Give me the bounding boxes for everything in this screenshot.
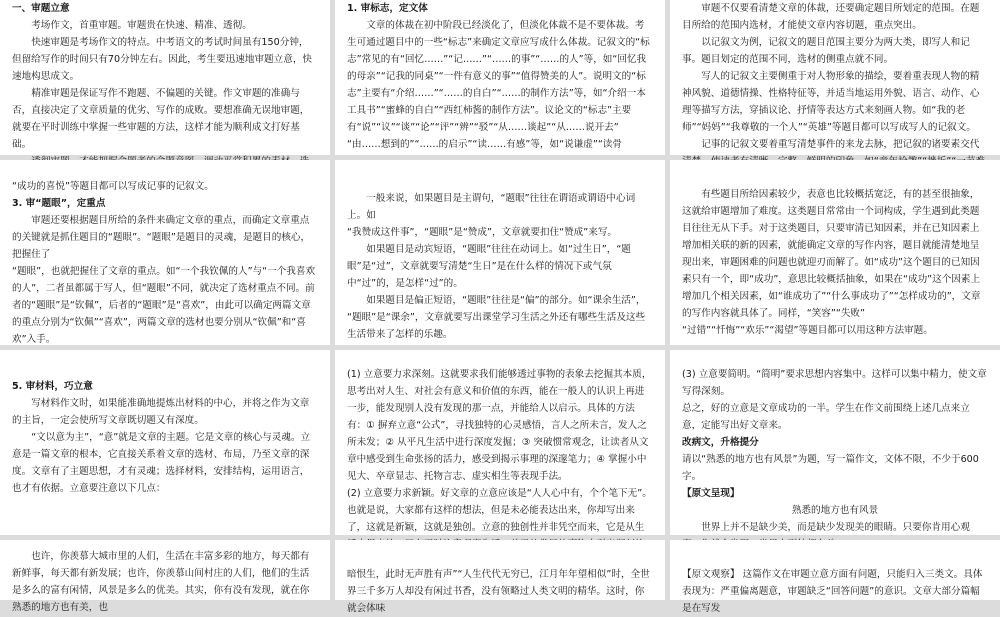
section-heading: 【原文呈现】 <box>682 488 740 499</box>
paragraph: 一般来说，如果题目是主谓句，“题眼”往往在谓语或谓语中心词上。如 <box>347 193 636 221</box>
page-tile-12[interactable] <box>670 540 1000 614</box>
paragraph: 写人的记叙文主要侧重于对人物形象的描绘，要着重表现人物的精神风貌、道德情操、性格特征等，并适当地运用外貌、语言、动作、心理等描写方法，穿插议论、抒情等表达方式来刻画人物。如“我的老师”“妈妈”“我尊敬的一个人”“英雄”等题目都可以写成写人的记叙文。 <box>682 71 980 133</box>
paragraph: (3) 立意要简明。“简明”要求思想内容集中。这样可以集中精力，使文章写得深刻。 <box>682 369 987 397</box>
page-tile-2[interactable] <box>335 0 665 155</box>
paragraph: 熟悉的地方也有风景 <box>791 505 879 516</box>
page-tile-11[interactable] <box>335 540 665 614</box>
page-tile-4[interactable] <box>0 160 330 345</box>
paragraph: 暗恨生，此时无声胜有声”“人生代代无穷已，江月年年望相似”时，全世界三千多万人却没有闲过书香，没有领略过人类文明的精华。这时，你就会体味 <box>347 569 650 614</box>
paragraph: 快速审题是考场作文的特点。中考语文的考试时间虽有150分钟，但留给写作的时间只有70分钟左右。因此，考生要迅速地审题立意，快速地构思成文。 <box>12 37 313 82</box>
paragraph: 也许，你羡慕大城市里的人们，生活在丰富多彩的地方，每天都有新鲜事，每天都有新发展；也许，你羡慕山间村庄的人们，他们的生活是多么的富有闲情，风景是多么的优美。其实，你有没有发现，就在你熟悉的地方也有美，也 <box>12 551 310 613</box>
paragraph: “我赞成这件事”，“题眼”是“赞成”，文章就要扣住“赞成”来写。 <box>347 227 618 238</box>
paragraph: 有些题目所给因素较少，表意也比较概括宽泛，有的甚至很抽象，这就给审题增加了难度。这类题目常常由一个词构成，学生遇到此类题目往往无从下手。对于这类题目，只要审清已知因素，并在已知因素上增加相关联的新的因素，就能确定文章的写作内容，题目就能清楚地呈现出来，审题困难的问题也就迎刃而解了。如“成功”这个题目的已知因素只有一个，即“成功”，意思比较概括抽象，如果在“成功”这个因素上增加几个相关因素，如“谁成功了”“什么事成功了”“怎样成功的”，文章的写作内容就具体了。同样，“笑容”“失败” <box>682 189 981 319</box>
page-tile-6[interactable] <box>670 160 1000 345</box>
page-tile-3[interactable] <box>670 0 1000 155</box>
page-tile-10[interactable] <box>0 540 330 613</box>
paragraph: “文以意为主”，“意”就是文章的主题。它是文章的核心与灵魂。立意是一篇文章的根本，它直接关系着文章的选材、布局，乃至文章的深度。文章有了主题思想，才有灵魂；选择材料，安排结构，运用语言，也才有依据。立意要注意以下几点： <box>12 432 311 494</box>
paragraph: 审题不仅要看清楚文章的体裁，还要确定题目所划定的范围。在题目所给的范围内选材，才能使文章内容切题，重点突出。 <box>682 3 980 31</box>
paragraph: (1) 立意要力求深刻。这就要求我们能够透过事物的表象去挖掘其本质，思考出对人生、对社会有意义和价值的东西，能在一般人的认识上再进一步，能发现别人没有发现的那一点，并能给人以启示。具体的方法有：① 摒弃立意“公式”，寻找独特的心灵感悟，言人之所未言，发人之所未发；② 从平凡生活中进行深度发掘；③ 突破惯常观念，让读者从文章中感受到生命张扬的活力，感受到揭示事理的深邃笔力；④ 掌握小中见大、卒章显志、托物言志、虚实相生等表现手法。 <box>347 369 652 482</box>
paragraph: 以记叙文为例，记叙文的题目范围主要分为两大类，即写人和记事。题目划定的范围不同，选材的侧重点就不同。 <box>682 37 970 65</box>
paragraph: 如果题目是偏正短语，“题眼”往往是“偏”的部分。如“课余生活”， <box>366 295 646 306</box>
paragraph: “题眼”是“课余”，文章就要写出课堂学习生活之外还有哪些生活及这些生活带来了怎样的乐趣。 <box>347 312 646 340</box>
section-heading: 一、审题立意 <box>12 3 70 14</box>
page-tile-8[interactable] <box>335 350 665 535</box>
paragraph: 【原文观察】 这篇作文在审题立意方面有问题，只能归入三类文。具体表现为：严重偏离题意，审题缺乏“回答问题”的意识。文章大部分篇幅是在写发 <box>682 569 983 614</box>
paragraph: 请以“熟悉的地方也有风景”为题，写一篇作文，文体不限，不少于600字。 <box>682 454 979 482</box>
paragraph: 写材料作文时，如果能准确地提炼出材料的中心，并将之作为文章的主旨，一定会使所写文章既切题又有深度。 <box>12 398 310 426</box>
page-tile-9[interactable] <box>670 350 1000 535</box>
paragraph: 考场作文，首重审题。审题贵在快速、精准、透彻。 <box>31 20 252 31</box>
paragraph: 总之，好的立意是文章成功的一半。学生在作文前围绕上述几点来立意，定能写出好文章来。 <box>682 403 970 431</box>
page-tile-7[interactable] <box>0 350 330 535</box>
section-heading: 1. 审标志，定文体 <box>347 3 428 14</box>
page-tile-1[interactable] <box>0 0 330 155</box>
paragraph: 如果题目是动宾短语，“题眼”往往在动词上。如“过生日”，“题眼”是“过”，文章就要写清楚“生日”是在什么样的情况下或气氛中“过”的，是怎样“过”的。 <box>347 244 631 289</box>
section-heading: 5. 审材料，巧立意 <box>12 381 93 392</box>
paragraph: (2) 立意要力求新颖。好文章的立意应该是“人人心中有，个个笔下无”。也就是说，大家都有这样的想法，但是未必能表达出来，你却写出来了，这就是新颖，这就是独创。立意的独创性并非凭空而来，它是从生 <box>347 488 652 533</box>
paragraph: 记事的记叙文要着重写清楚事件的来龙去脉，把记叙的诸要素交代 <box>701 139 980 150</box>
section-heading: 改病文，升格提分 <box>682 437 759 448</box>
paragraph: “由……想到的”“……的启示”“读……有感”等，如“说谦虚”“读骨 <box>347 139 622 150</box>
paragraph: “题眼”，也就把握住了文章的重点。如“一个我钦佩的人”与“一个我喜欢的人”，二者虽都属于写人，但“题眼”不同，就决定了选材重点不同。前者的“题眼”是“钦佩”，后者的“题眼”是“喜欢”，由此可以确定两篇文章的重点分别为“钦佩”“喜欢”，两篇文章的选材也要分别从“钦佩”和“喜欢”入手。 <box>12 266 316 345</box>
paragraph: “过错”“忏悔”“欢乐”“渴望”等题目都可以用这种方法审题。 <box>682 325 933 336</box>
paragraph: 审题还要根据题目所给的条件来确定文章的重点，而确定文章重点的关键就是抓住题目的“题眼”。“题眼”是题目的灵魂，是题目的核心，把握住了 <box>12 215 311 260</box>
paragraph: 世界上并不是缺少美，而是缺少发现美的眼睛。只要你肯用心观 <box>701 522 970 533</box>
paragraph: “成功的喜悦”等题目都可以写成记事的记叙文。 <box>12 181 214 192</box>
page-tile-5[interactable] <box>335 160 665 345</box>
paragraph: 精准审题是保证写作不跑题、不偏题的关键。作文审题的准确与否，直接决定了文章质量的优劣、写作的成败。要想准确无误地审题，就要在平时训练中掌握一些审题的方法，这样才能为顺利成文打好基础。 <box>12 88 310 150</box>
paragraph: 文章的体裁在初中阶段已经淡化了，但淡化体裁不是不要体裁。考生可通过题目中的一些“标志”来确定文章应写成什么体裁。记叙文的“标志”常见的有“回忆……”“记……”“……的事”“……的人”等，如“回忆我的母亲”“记我的同桌”“一件有意义的事”“值得赞美的人”。说明文的“标志”主要有“介绍……”“……的自白”“……的制作方法”等，如“介绍一本工具书”“蜜蜂的自白”“西红柿酱的制作方法”。议论文的“标志”主要有“说”“议”“谈”“论”“评”“辨”“驳”“从……谈起”“从……说开去” <box>347 20 650 133</box>
section-heading: 3. 审“题眼”，定重点 <box>12 198 106 209</box>
